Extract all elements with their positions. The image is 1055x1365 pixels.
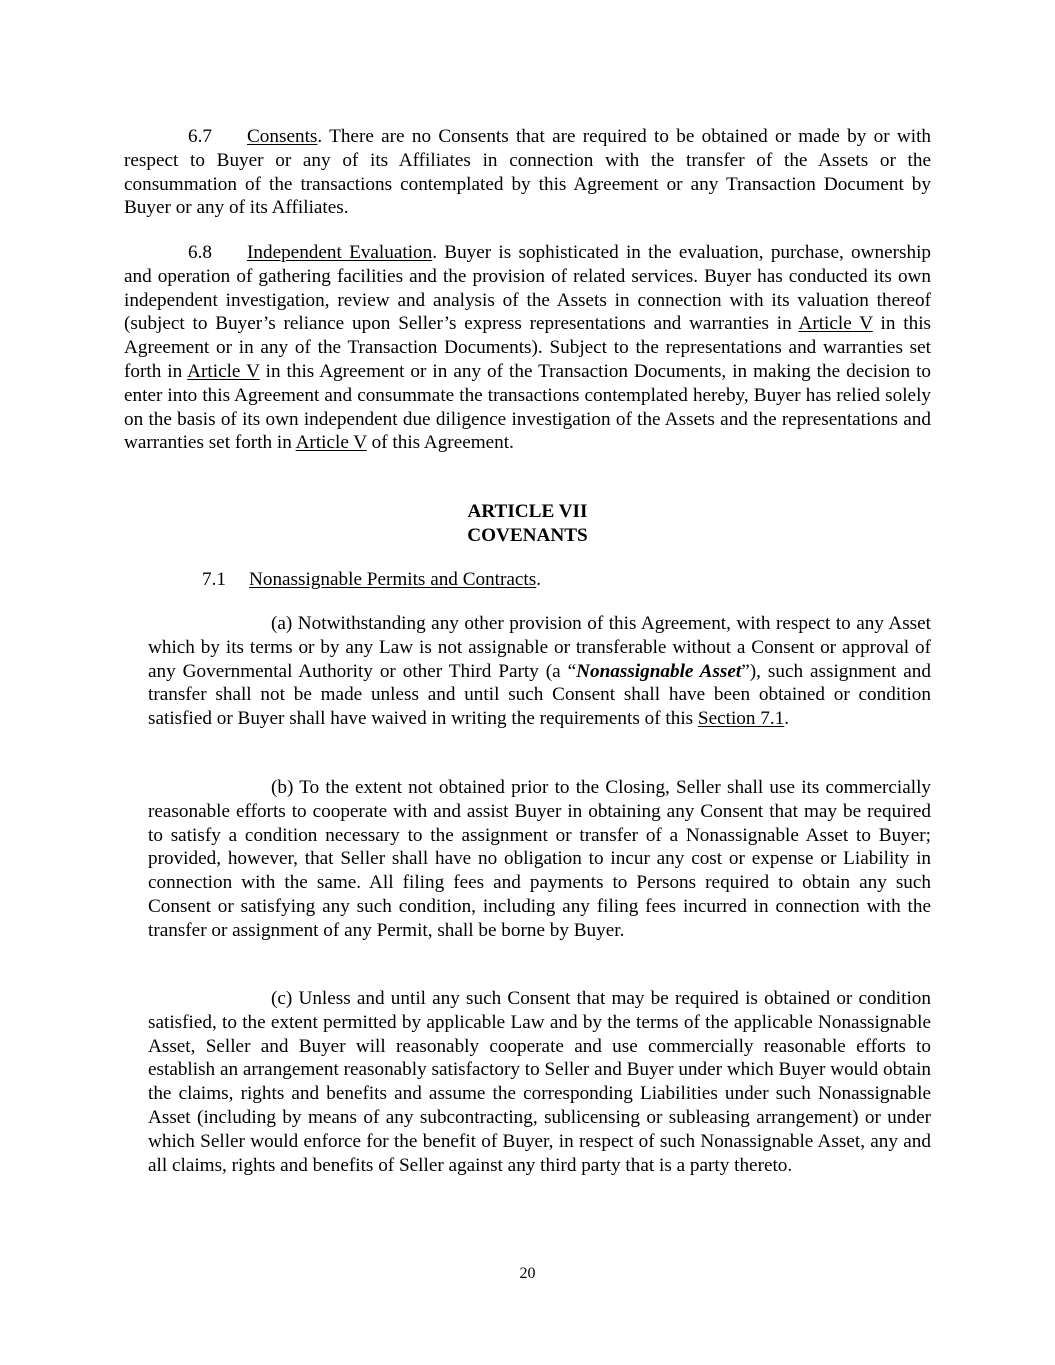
section-6-8-text-3: in this Agreement or in any of the Transaction Documents, in making the decision to enter into this Agreement and consummate the transactions contemplated hereby, Buyer has relied solely on the basis of its own independent due diligence investigation of the Assets and the representations and warranties set forth in — [124, 360, 931, 454]
paragraph-a-text-2: ”), such assignment and transfer shall not be made unless and until such Consent shall have been obtained or condition satisfied or Buyer shall have waived in writing the requirements of this — [148, 660, 931, 730]
paragraph-a — [148, 612, 931, 731]
section-7-1-heading: Nonassignable Permits and Contracts — [249, 569, 537, 590]
paragraph-c-text: (c) Unless and until any such Consent that may be required is obtained or condition satisfied, to the extent permitted by applicable Law and by the terms of the applicable Nonassignable Asset, Seller and Buyer will reasonably cooperate and use commercially reasonable efforts to establish an arrangement reasonably satisfactory to Seller and Buyer under which Buyer would obtain the claims, rights and benefits and assume the corresponding Liabilities under such Nonassignable Asset (including by means of any subcontracting, sublicensing or subleasing arrangement) or under which Seller would enforce for the benefit of Buyer, in respect of such Nonassignable Asset, any and all claims, rights and benefits of Seller against any third party that is a party thereto. — [148, 988, 931, 1176]
section-6-8-text-2: in this Agreement or in any of the Transaction Documents). Subject to the representations and warranties set forth in — [124, 313, 931, 382]
section-6-7 — [124, 125, 931, 220]
section-7-1 — [124, 568, 931, 592]
paragraph-a-text-3: . — [784, 708, 790, 730]
paragraph-c — [148, 987, 931, 1177]
article-v-reference: Article V — [187, 360, 260, 382]
paragraph-b — [148, 776, 931, 943]
page-number: 20 — [519, 1265, 536, 1282]
section-6-7-heading: Consents — [247, 126, 318, 147]
section-7-1-reference: Section 7.1 — [697, 708, 785, 730]
paragraph-a-text-1: (a) Notwithstanding any other provision of this Agreement, with respect to any Asset which by its terms or by any Law is not assignable or transferable without a Consent or approval of any Governmental Authority or other Third Party (a “ — [148, 613, 931, 682]
defined-term-nonassignable-asset: Nonassignable Asset — [576, 660, 742, 682]
article-title: ARTICLE VII — [467, 501, 588, 522]
section-6-8-text-4: of this Agreement. — [366, 432, 514, 454]
section-6-8-text-1: . Buyer is sophisticated in the evaluation, purchase, ownership and operation of gathering facilities and the provision of related services. Buyer has conducted its own independent investigation, review and analysis of the Assets in connection with its valuation thereof (subject to Buyer’s reliance upon Seller’s express representations and warranties in — [124, 242, 931, 335]
section-6-7-number: 6.7 — [188, 126, 212, 147]
article-v-reference: Article V — [798, 313, 873, 335]
section-6-7-text: . There are no Consents that are required to be obtained or made by or with respect to Buyer or any of its Affiliates in connection with the transfer of the Assets or the consummation of the transactions contemplated by this Agreement or any Transaction Document by Buyer or any of its Affiliates. — [124, 126, 931, 219]
section-6-8-number: 6.8 — [188, 242, 212, 263]
section-6-8 — [124, 241, 931, 455]
section-6-8-heading: Independent Evaluation — [247, 242, 433, 263]
section-7-1-number: 7.1 — [202, 569, 226, 590]
paragraph-b-text: (b) To the extent not obtained prior to the Closing, Seller shall use its commercially reasonable efforts to cooperate with and assist Buyer in obtaining any Consent that may be required to satisfy a condition necessary to the assignment or transfer of a Nonassignable Asset to Buyer; provided, however, that Seller shall have no obligation to incur any cost or expense or Liability in connection with the same. All filing fees and payments to Persons required to obtain any such Consent or satisfying any such condition, including any filing fees incurred in connection with the transfer or assignment of any Permit, shall be borne by Buyer. — [148, 777, 931, 941]
article-v-reference: Article V — [295, 432, 367, 454]
section-7-1-heading-end: . — [536, 569, 542, 590]
article-subtitle: COVENANTS — [467, 525, 588, 546]
